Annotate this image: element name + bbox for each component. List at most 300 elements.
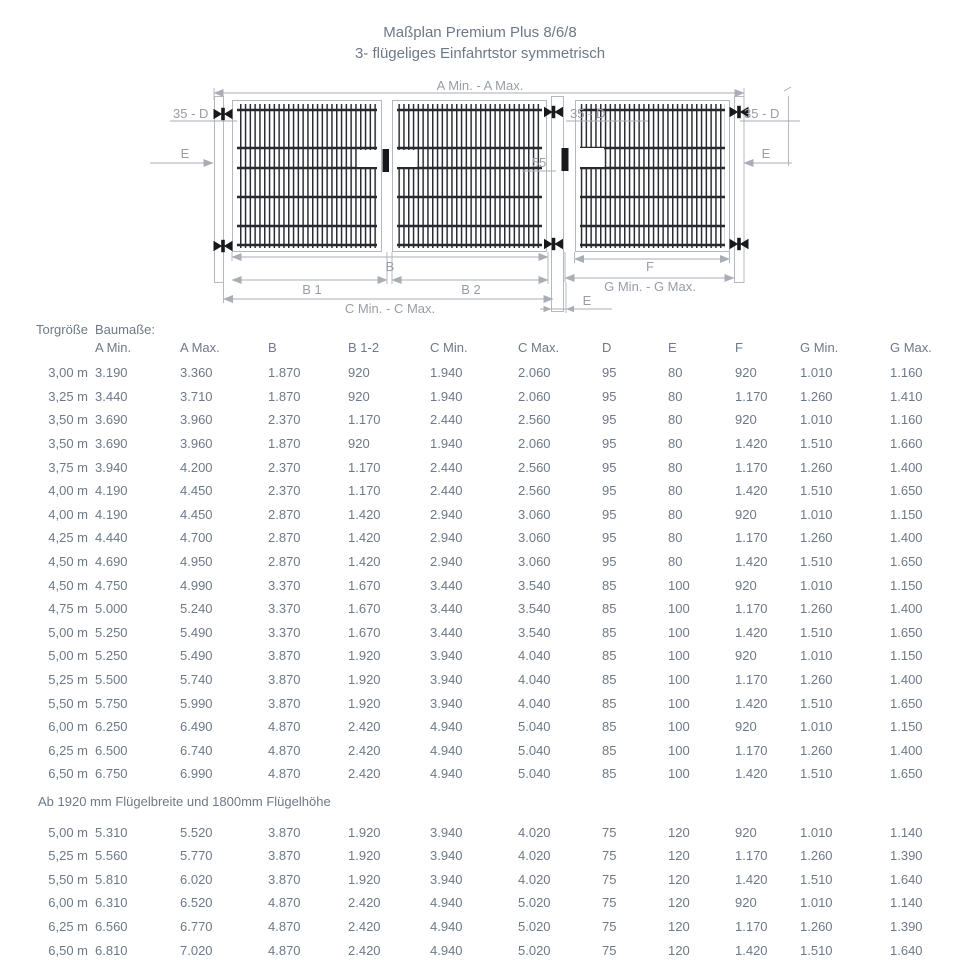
gate-size-cell: 6,50 m: [48, 942, 88, 958]
dimension-cell: 1.670: [348, 577, 381, 593]
table-row: [0, 867, 960, 891]
table-section-1: [0, 361, 960, 786]
dimension-cell: 120: [668, 895, 690, 911]
dimension-cell: 120: [668, 871, 690, 887]
dimension-cell: 2.370: [268, 412, 301, 428]
dimension-cell: 100: [668, 577, 690, 593]
dimension-cell: 1.400: [890, 672, 923, 688]
dimension-cell: 5.560: [95, 848, 128, 864]
gate-size-cell: 4,25 m: [48, 530, 88, 546]
dimension-cell: 1.510: [800, 436, 833, 452]
dimension-cell: 1.260: [800, 459, 833, 475]
dimension-cell: 5.020: [518, 942, 551, 958]
dimension-cell: 85: [602, 577, 617, 593]
gate-size-cell: 4,75 m: [48, 601, 88, 617]
dimension-cell: 2.420: [348, 742, 381, 758]
dimension-cell: 3.870: [268, 871, 301, 887]
dimension-cell: 6.520: [180, 895, 213, 911]
gate-leaf-2: [393, 101, 547, 252]
dimension-cell: 1.150: [890, 506, 923, 522]
table-row: [0, 891, 960, 915]
table-row: [0, 573, 960, 597]
dimension-cell: 4.450: [180, 506, 213, 522]
dimension-cell: 6.990: [180, 766, 213, 782]
dimension-cell: 5.040: [518, 719, 551, 735]
dimension-cell: 1.420: [735, 436, 768, 452]
dimension-cell: 2.940: [430, 530, 463, 546]
dimension-cell: 1.150: [890, 648, 923, 664]
dimension-cell: 4.200: [180, 459, 213, 475]
table-row: [0, 621, 960, 645]
label-f: F: [646, 259, 654, 274]
dimension-cell: 1.420: [735, 766, 768, 782]
dimension-cell: 1.160: [890, 412, 923, 428]
dimension-cell: 1.260: [800, 601, 833, 617]
table-row: [0, 479, 960, 503]
dimension-cell: 95: [602, 436, 617, 452]
dimension-cell: 4.870: [268, 742, 301, 758]
label-b1: B 1: [302, 282, 322, 297]
dimension-cell: 3.060: [518, 506, 551, 522]
dimension-cell: 1.920: [348, 695, 381, 711]
dimension-cell: 1.010: [800, 719, 833, 735]
dimension-cell: 95: [602, 388, 617, 404]
dimension-cell: 2.940: [430, 506, 463, 522]
dimension-cell: 6.250: [95, 719, 128, 735]
column-header: B: [268, 339, 277, 355]
dimension-cell: 1.260: [800, 530, 833, 546]
dimension-cell: 6.750: [95, 766, 128, 782]
dimension-cell: 4.040: [518, 648, 551, 664]
dimension-cell: 2.060: [518, 388, 551, 404]
dimension-cell: 920: [735, 824, 757, 840]
dimension-cell: 4.940: [430, 719, 463, 735]
table-row: [0, 644, 960, 668]
column-header: C Max.: [518, 339, 560, 355]
column-header: A Min.: [95, 339, 132, 355]
dimension-cell: 1.420: [735, 871, 768, 887]
dimension-cell: 1.510: [800, 942, 833, 958]
dimension-cell: 2.560: [518, 483, 551, 499]
dimension-cell: 5.500: [95, 672, 128, 688]
dimension-cell: 6.020: [180, 871, 213, 887]
dimension-cell: 3.940: [430, 672, 463, 688]
dimension-cell: 1.010: [800, 648, 833, 664]
dimension-cell: 1.650: [890, 624, 923, 640]
dimension-cell: 85: [602, 624, 617, 640]
dimension-cell: 920: [348, 388, 370, 404]
label-b: B: [385, 259, 395, 274]
gate-size-cell: 3,50 m: [48, 436, 88, 452]
dimension-cell: 5.810: [95, 871, 128, 887]
dimension-cell: 1.870: [268, 365, 301, 381]
dimension-cell: 6.770: [180, 918, 213, 934]
dimension-cell: 5.490: [180, 624, 213, 640]
label-g-span: G Min. - G Max.: [604, 279, 696, 294]
dimension-cell: 1.400: [890, 601, 923, 617]
dimension-cell: 95: [602, 530, 617, 546]
label-c-span: C Min. - C Max.: [344, 301, 436, 316]
dimension-cell: 4.020: [518, 871, 551, 887]
dimension-cell: 920: [735, 648, 757, 664]
dimension-table: [0, 320, 960, 962]
gate-size-cell: 4,50 m: [48, 554, 88, 570]
dimension-cell: 4.940: [430, 918, 463, 934]
dimension-cell: 75: [602, 942, 617, 958]
dimension-cell: 95: [602, 459, 617, 475]
table-row: [0, 915, 960, 939]
dimension-cell: 1.920: [348, 824, 381, 840]
table-row: [0, 526, 960, 550]
gate-size-cell: 6,25 m: [48, 742, 88, 758]
page-title: [0, 22, 960, 64]
dimension-cell: 1.010: [800, 506, 833, 522]
dimension-cell: 1.160: [890, 365, 923, 381]
dimension-cell: 5.240: [180, 601, 213, 617]
dimension-cell: 1.870: [268, 388, 301, 404]
dimension-cell: 75: [602, 824, 617, 840]
dimension-cell: 7.020: [180, 942, 213, 958]
dimension-cell: 1.140: [890, 895, 923, 911]
dimension-cell: 4.020: [518, 848, 551, 864]
dimension-cell: 3.940: [430, 848, 463, 864]
gate-size-cell: 4,50 m: [48, 577, 88, 593]
dimension-cell: 3.440: [430, 577, 463, 593]
dimension-cell: 4.700: [180, 530, 213, 546]
dimension-cell: 1.870: [268, 436, 301, 452]
dimension-cell: 4.990: [180, 577, 213, 593]
dimension-cell: 1.650: [890, 554, 923, 570]
dimension-cell: 1.170: [348, 459, 381, 475]
dimension-cell: 2.420: [348, 719, 381, 735]
label-gap-55: 55: [531, 155, 547, 170]
gate-size-cell: 3,25 m: [48, 388, 88, 404]
title-line-1: Maßplan Premium Plus 8/6/8: [383, 24, 577, 41]
dimension-cell: 75: [602, 895, 617, 911]
column-header: D: [602, 339, 612, 355]
dimension-cell: 120: [668, 918, 690, 934]
gate-size-cell: 6,50 m: [48, 766, 88, 782]
column-header: G Min.: [800, 339, 839, 355]
dimension-cell: 3.060: [518, 530, 551, 546]
dimension-cell: 80: [668, 436, 683, 452]
dimension-cell: 4.940: [430, 742, 463, 758]
table-row: [0, 503, 960, 527]
dimension-cell: 3.940: [95, 459, 128, 475]
dimension-cell: 100: [668, 601, 690, 617]
column-header: B 1-2: [348, 339, 380, 355]
dimension-cell: 1.510: [800, 871, 833, 887]
dimension-cell: 5.040: [518, 766, 551, 782]
gate-size-cell: 5,00 m: [48, 624, 88, 640]
dimension-cell: 3.710: [180, 388, 213, 404]
dimension-cell: 80: [668, 459, 683, 475]
table-row: [0, 691, 960, 715]
table-row: [0, 715, 960, 739]
dimension-cell: 1.920: [348, 648, 381, 664]
dimension-cell: 4.690: [95, 554, 128, 570]
dimension-cell: 1.420: [735, 624, 768, 640]
dimension-cell: 920: [735, 412, 757, 428]
dimension-cell: 1.170: [735, 530, 768, 546]
dimension-cell: 5.990: [180, 695, 213, 711]
left-post: [215, 97, 224, 283]
table-row: [0, 739, 960, 763]
dimension-cell: 95: [602, 365, 617, 381]
dimension-cell: 4.870: [268, 766, 301, 782]
dimension-cell: 3.540: [518, 624, 551, 640]
dimension-cell: 3.940: [430, 824, 463, 840]
dimension-cell: 3.440: [430, 601, 463, 617]
dimension-cell: 920: [735, 506, 757, 522]
table-row: [0, 550, 960, 574]
dimension-cell: 1.170: [735, 459, 768, 475]
right-post: [735, 97, 745, 283]
dimension-cell: 920: [348, 436, 370, 452]
gate-size-cell: 6,25 m: [48, 918, 88, 934]
dimension-cell: 3.370: [268, 624, 301, 640]
dimension-cell: 2.440: [430, 412, 463, 428]
dimension-cell: 4.940: [430, 895, 463, 911]
dimension-cell: 2.870: [268, 554, 301, 570]
dimension-cell: 4.190: [95, 483, 128, 499]
gate-size-cell: 4,00 m: [48, 483, 88, 499]
dimension-cell: 4.870: [268, 942, 301, 958]
dimension-cell: 1.650: [890, 695, 923, 711]
dimension-cell: 3.440: [430, 624, 463, 640]
table-row: [0, 432, 960, 456]
dimension-cell: 1.010: [800, 577, 833, 593]
group-header-label: Baumaße:: [95, 321, 155, 337]
dimension-cell: 3.190: [95, 365, 128, 381]
dimension-cell: 2.420: [348, 942, 381, 958]
gate-size-cell: 4,00 m: [48, 506, 88, 522]
lock-stile-blank: [580, 148, 604, 167]
table-row: [0, 385, 960, 409]
gate-diagram: [0, 80, 960, 320]
dimension-cell: 80: [668, 530, 683, 546]
dimension-cell: 1.920: [348, 672, 381, 688]
dimension-cell: 5.040: [518, 742, 551, 758]
dimension-cell: 3.440: [95, 388, 128, 404]
dimension-cell: 3.940: [430, 695, 463, 711]
dimension-cell: 2.440: [430, 483, 463, 499]
dimension-cell: 4.870: [268, 895, 301, 911]
dimension-cell: 1.170: [735, 388, 768, 404]
side-latch: [562, 148, 569, 171]
dimension-cell: 2.440: [430, 459, 463, 475]
dimension-cell: 75: [602, 848, 617, 864]
dimension-cell: 3.540: [518, 601, 551, 617]
dimension-cell: 920: [348, 365, 370, 381]
dimension-cell: 120: [668, 942, 690, 958]
dimension-cell: 85: [602, 766, 617, 782]
dimension-cell: 100: [668, 766, 690, 782]
dimension-cell: 2.940: [430, 554, 463, 570]
dimension-cell: 1.650: [890, 766, 923, 782]
dimension-cell: 5.250: [95, 648, 128, 664]
dimension-cell: 1.510: [800, 766, 833, 782]
dimension-cell: 1.170: [735, 848, 768, 864]
dimension-cell: 100: [668, 695, 690, 711]
middle-post: [552, 97, 564, 312]
dimension-cell: 95: [602, 554, 617, 570]
dimension-cell: 80: [668, 412, 683, 428]
dimension-cell: 85: [602, 742, 617, 758]
dimension-cell: 85: [602, 648, 617, 664]
dimension-cell: 80: [668, 388, 683, 404]
dimension-cell: 3.360: [180, 365, 213, 381]
gate-size-cell: 3,50 m: [48, 412, 88, 428]
dimension-cell: 1.650: [890, 483, 923, 499]
gate-size-cell: 6,00 m: [48, 895, 88, 911]
dimension-cell: 1.640: [890, 942, 923, 958]
dimension-cell: 4.040: [518, 672, 551, 688]
dimension-cell: 1.510: [800, 695, 833, 711]
dimension-cell: 1.140: [890, 824, 923, 840]
table-row: [0, 762, 960, 786]
table-row: [0, 408, 960, 432]
dimension-cell: 5.490: [180, 648, 213, 664]
dimension-cell: 1.010: [800, 412, 833, 428]
column-header: E: [668, 339, 677, 355]
dimension-cell: 3.960: [180, 436, 213, 452]
dimension-cell: 2.870: [268, 530, 301, 546]
dimension-cell: 1.260: [800, 742, 833, 758]
label-e-right: E: [761, 146, 771, 161]
gate-size-cell: 5,00 m: [48, 824, 88, 840]
dimension-cell: 85: [602, 672, 617, 688]
dimension-cell: 80: [668, 554, 683, 570]
dimension-cell: 2.370: [268, 483, 301, 499]
dimension-cell: 6.490: [180, 719, 213, 735]
dimension-cell: 4.940: [430, 942, 463, 958]
dimension-cell: 1.010: [800, 365, 833, 381]
dimension-cell: 3.870: [268, 695, 301, 711]
dimension-cell: 2.060: [518, 365, 551, 381]
dimension-cell: 5.740: [180, 672, 213, 688]
dimension-cell: 75: [602, 918, 617, 934]
gate-leaf-1: [233, 101, 382, 252]
label-b2: B 2: [461, 282, 481, 297]
dimension-cell: 1.920: [348, 871, 381, 887]
lock-stile-blank: [357, 150, 377, 167]
dimension-cell: 4.940: [430, 766, 463, 782]
dimension-cell: 80: [668, 506, 683, 522]
dimension-cell: 85: [602, 719, 617, 735]
dimension-cell: 1.420: [348, 506, 381, 522]
dimension-cell: 5.750: [95, 695, 128, 711]
dimension-cell: 2.060: [518, 436, 551, 452]
dimension-cell: 1.010: [800, 824, 833, 840]
dimension-cell: 1.670: [348, 624, 381, 640]
dimension-cell: 1.920: [348, 848, 381, 864]
center-latch: [383, 149, 390, 172]
dimension-cell: 1.170: [735, 918, 768, 934]
dimension-cell: 4.950: [180, 554, 213, 570]
column-header: C Min.: [430, 339, 468, 355]
table-row: [0, 597, 960, 621]
dimension-cell: 2.560: [518, 459, 551, 475]
dimension-cell: 4.750: [95, 577, 128, 593]
dimension-cell: 5.310: [95, 824, 128, 840]
dimension-cell: 2.420: [348, 766, 381, 782]
dimension-cell: 120: [668, 848, 690, 864]
dimension-cell: 3.370: [268, 577, 301, 593]
dimension-cell: 3.540: [518, 577, 551, 593]
row-header-label: Torgröße: [35, 321, 88, 337]
dimension-cell: 5.020: [518, 895, 551, 911]
table-column-header-row: [0, 338, 960, 356]
gate-size-cell: 5,25 m: [48, 848, 88, 864]
dimension-cell: 2.370: [268, 459, 301, 475]
dimension-cell: 95: [602, 506, 617, 522]
dimension-cell: 120: [668, 824, 690, 840]
dimension-cell: 1.260: [800, 388, 833, 404]
dimension-cell: 95: [602, 412, 617, 428]
section-note: Ab 1920 mm Flügelbreite und 1800mm Flügelhöhe: [38, 793, 331, 809]
dimension-cell: 4.190: [95, 506, 128, 522]
dimension-cell: 3.870: [268, 672, 301, 688]
dimension-cell: 4.040: [518, 695, 551, 711]
dimension-cell: 80: [668, 483, 683, 499]
dimension-cell: 1.670: [348, 601, 381, 617]
gate-size-cell: 5,00 m: [48, 648, 88, 664]
column-header: G Max.: [890, 339, 932, 355]
dimension-cell: 100: [668, 719, 690, 735]
title-line-2: 3- flügeliges Einfahrtstor symmetrisch: [354, 45, 606, 62]
dimension-cell: 3.060: [518, 554, 551, 570]
dimension-cell: 1.170: [735, 742, 768, 758]
dimension-cell: 100: [668, 624, 690, 640]
dimension-cell: 4.870: [268, 918, 301, 934]
dimension-cell: 920: [735, 365, 757, 381]
dimension-cell: 1.940: [430, 388, 463, 404]
dimension-cell: 3.870: [268, 648, 301, 664]
dimension-cell: 3.370: [268, 601, 301, 617]
dimension-cell: 1.420: [735, 483, 768, 499]
table-row: [0, 455, 960, 479]
dimension-cell: 6.310: [95, 895, 128, 911]
dimension-cell: 5.520: [180, 824, 213, 840]
dimension-cell: 1.260: [800, 848, 833, 864]
dimension-cell: 85: [602, 601, 617, 617]
dimension-cell: 1.010: [800, 895, 833, 911]
dimension-cell: 1.420: [348, 530, 381, 546]
dimension-cell: 920: [735, 719, 757, 735]
dimension-cell: 1.420: [735, 554, 768, 570]
dimension-cell: 1.420: [348, 554, 381, 570]
dimension-cell: 6.500: [95, 742, 128, 758]
column-header: A Max.: [180, 339, 220, 355]
dimension-cell: 1.170: [735, 601, 768, 617]
label-e-left: E: [180, 146, 190, 161]
dimension-cell: 1.150: [890, 577, 923, 593]
dimension-cell: 1.390: [890, 918, 923, 934]
dimension-cell: 1.390: [890, 848, 923, 864]
dimension-cell: 5.770: [180, 848, 213, 864]
dimension-cell: 1.400: [890, 530, 923, 546]
dimension-cell: 3.870: [268, 824, 301, 840]
dimension-cell: 1.510: [800, 624, 833, 640]
table-row: [0, 938, 960, 962]
dimension-cell: 920: [735, 895, 757, 911]
table-row: [0, 361, 960, 385]
dimension-cell: 95: [602, 483, 617, 499]
dimension-cell: 4.450: [180, 483, 213, 499]
dimension-cell: 4.870: [268, 719, 301, 735]
dimension-cell: 1.940: [430, 365, 463, 381]
